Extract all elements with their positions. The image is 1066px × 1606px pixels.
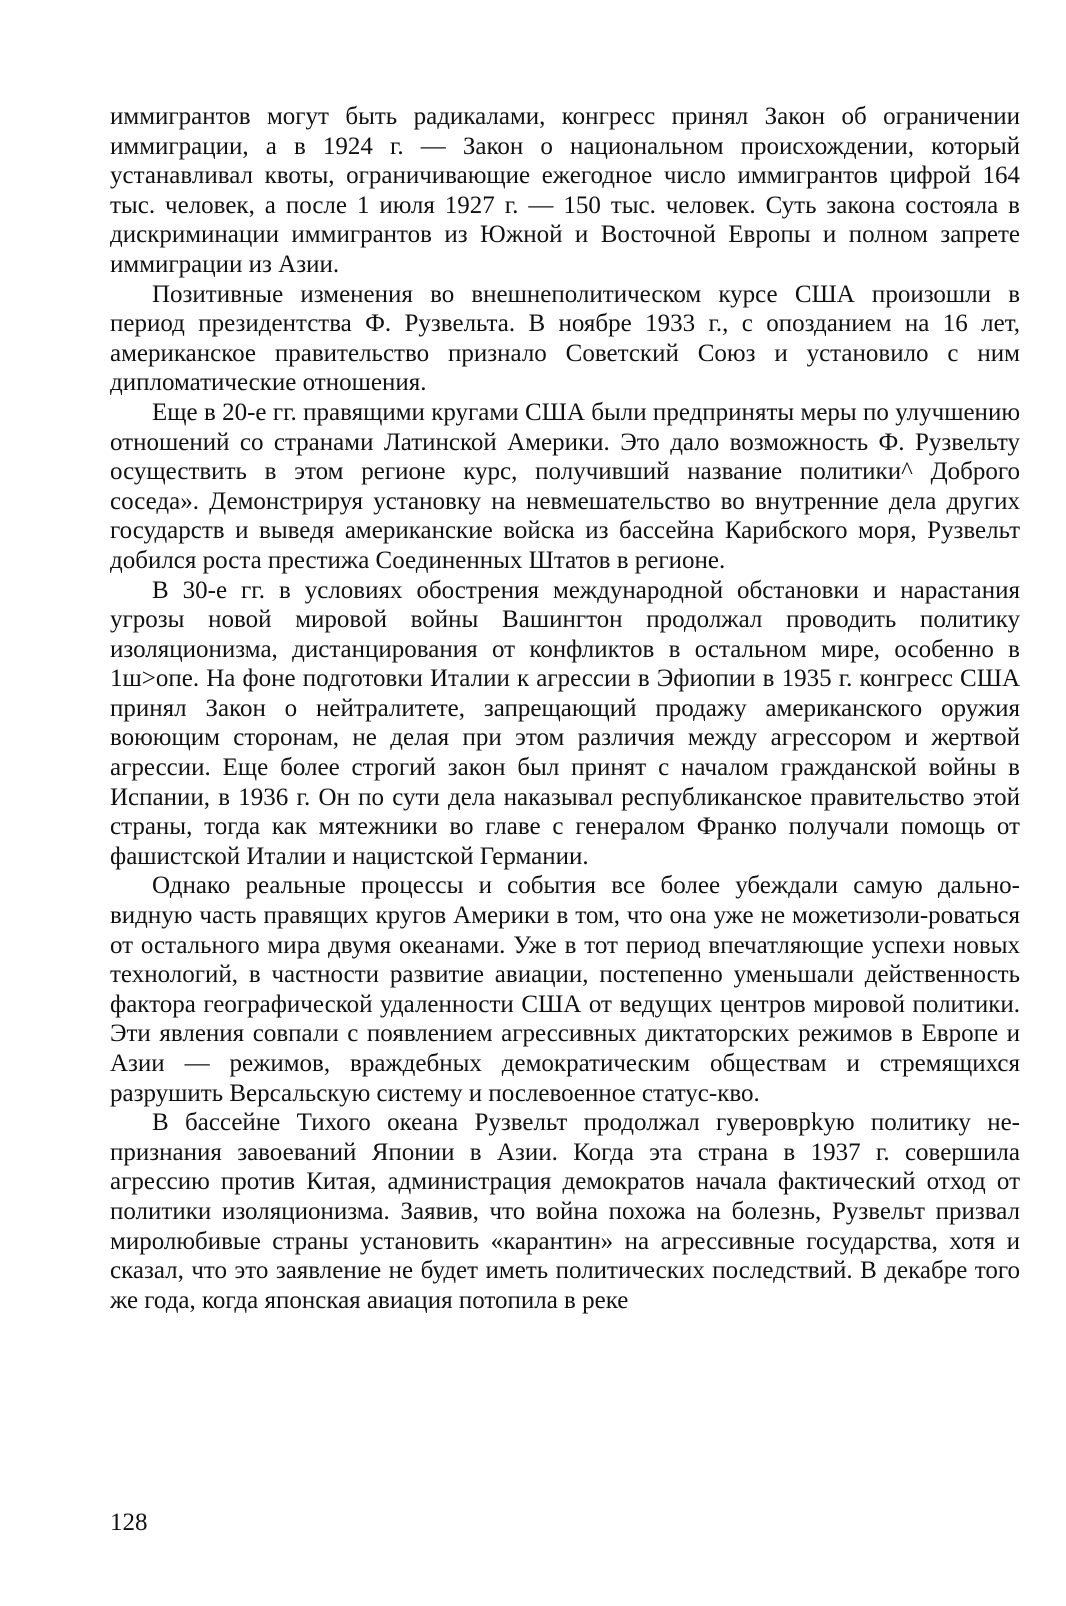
page-number: 128 [110, 1509, 148, 1536]
paragraph-roosevelt-recognition: Позитивные изменения во внешнеполитическом курсе США произошли в период президентства Ф. Рузвельта. В ноябре 1933 г., с опозданием на 16 лет, американское правительство признало Советский Союз и установило с ним дипломатические отношения. [110, 280, 1020, 397]
paragraph-pacific: В бассейне Тихого океана Рузвельт продолжал гувероврkую политику не-признания завоеваний Японии в Азии. Когда эта страна в 1937 г. совершила агрессию против Китая, администрация демократов начала фактический отход от политики изоляционизма. Заявив, что война похожа на болезнь, Рузвельт призвал миролюбивые страны установить «карантин» на агрессивные государства, хотя и сказал, что это заявление не будет иметь политических последствий. В декабре того же года, когда японская авиация потопила в реке [110, 1109, 1020, 1314]
paragraph-good-neighbor: Еще в 20-е гг. правящими кругами США были предприняты меры по улучшению отношений со странами Латинской Америки. Это дало возможность Ф. Рузвельту осуществить в этом регионе курс, получивший название политики^ Доброго соседа». Демонстрируя установку на невмешательство во внутренние дела других государств и выведя американские войска из бассейна Карибского моря, Рузвельт добился роста престижа Соединенных Штатов в регионе. [110, 398, 1020, 574]
paragraph-realities: Однако реальные процессы и события все более убеждали самую дально-видную часть правящих кругов Америки в том, что она уже не можетизоли-роваться от остального мира двумя океанами. Уже в тот период впечатляющие успехи новых технологий, в частности развитие авиации, постепенно уменьшали действенность фактора географической удаленности США от ведущих центров мировой политики. Эти явления совпали с появлением агрессивных диктаторских режимов в Европе и Азии — режимов, враждебных демократическим обществам и стремящихся разрушить Версальскую систему и послевоенное статус-кво. [110, 872, 1020, 1107]
body-text [110, 102, 1020, 1315]
paragraph-isolationism: В 30-е гг. в условиях обострения международной обстановки и нарастания угрозы новой мировой войны Вашингтон продолжал проводить политику изоляционизма, дистанцирования от конфликтов в остальном мире, особенно в 1ш>опе. На фоне подготовки Италии к агрессии в Эфиопии в 1935 г. конгресс США принял Закон о нейтралитете, запрещающий продажу американского оружия воюющим сторонам, не делая при этом различия между агрессором и жертвой агрессии. Еще более строгий закон был принят с началом гражданской войны в Испании, в 1936 г. Он по сути дела наказывал республиканское правительство этой страны, тогда как мятежники во главе с генералом Франко получали помощь от фашистской Италии и нацистской Германии. [110, 576, 1020, 870]
paragraph-continuation: иммигрантов могут быть радикалами, конгресс принял Закон об ограничении иммиграции, а в 1924 г. — Закон о национальном происхождении, который устанавливал квоты, ограничивающие ежегодное число иммигрантов цифрой 164 тыс. человек, а после 1 июля 1927 г. — 150 тыс. человек. Суть закона состояла в дискриминации иммигрантов из Южной и Восточной Европы и полном запрете иммиграции из Азии. [110, 103, 1020, 278]
